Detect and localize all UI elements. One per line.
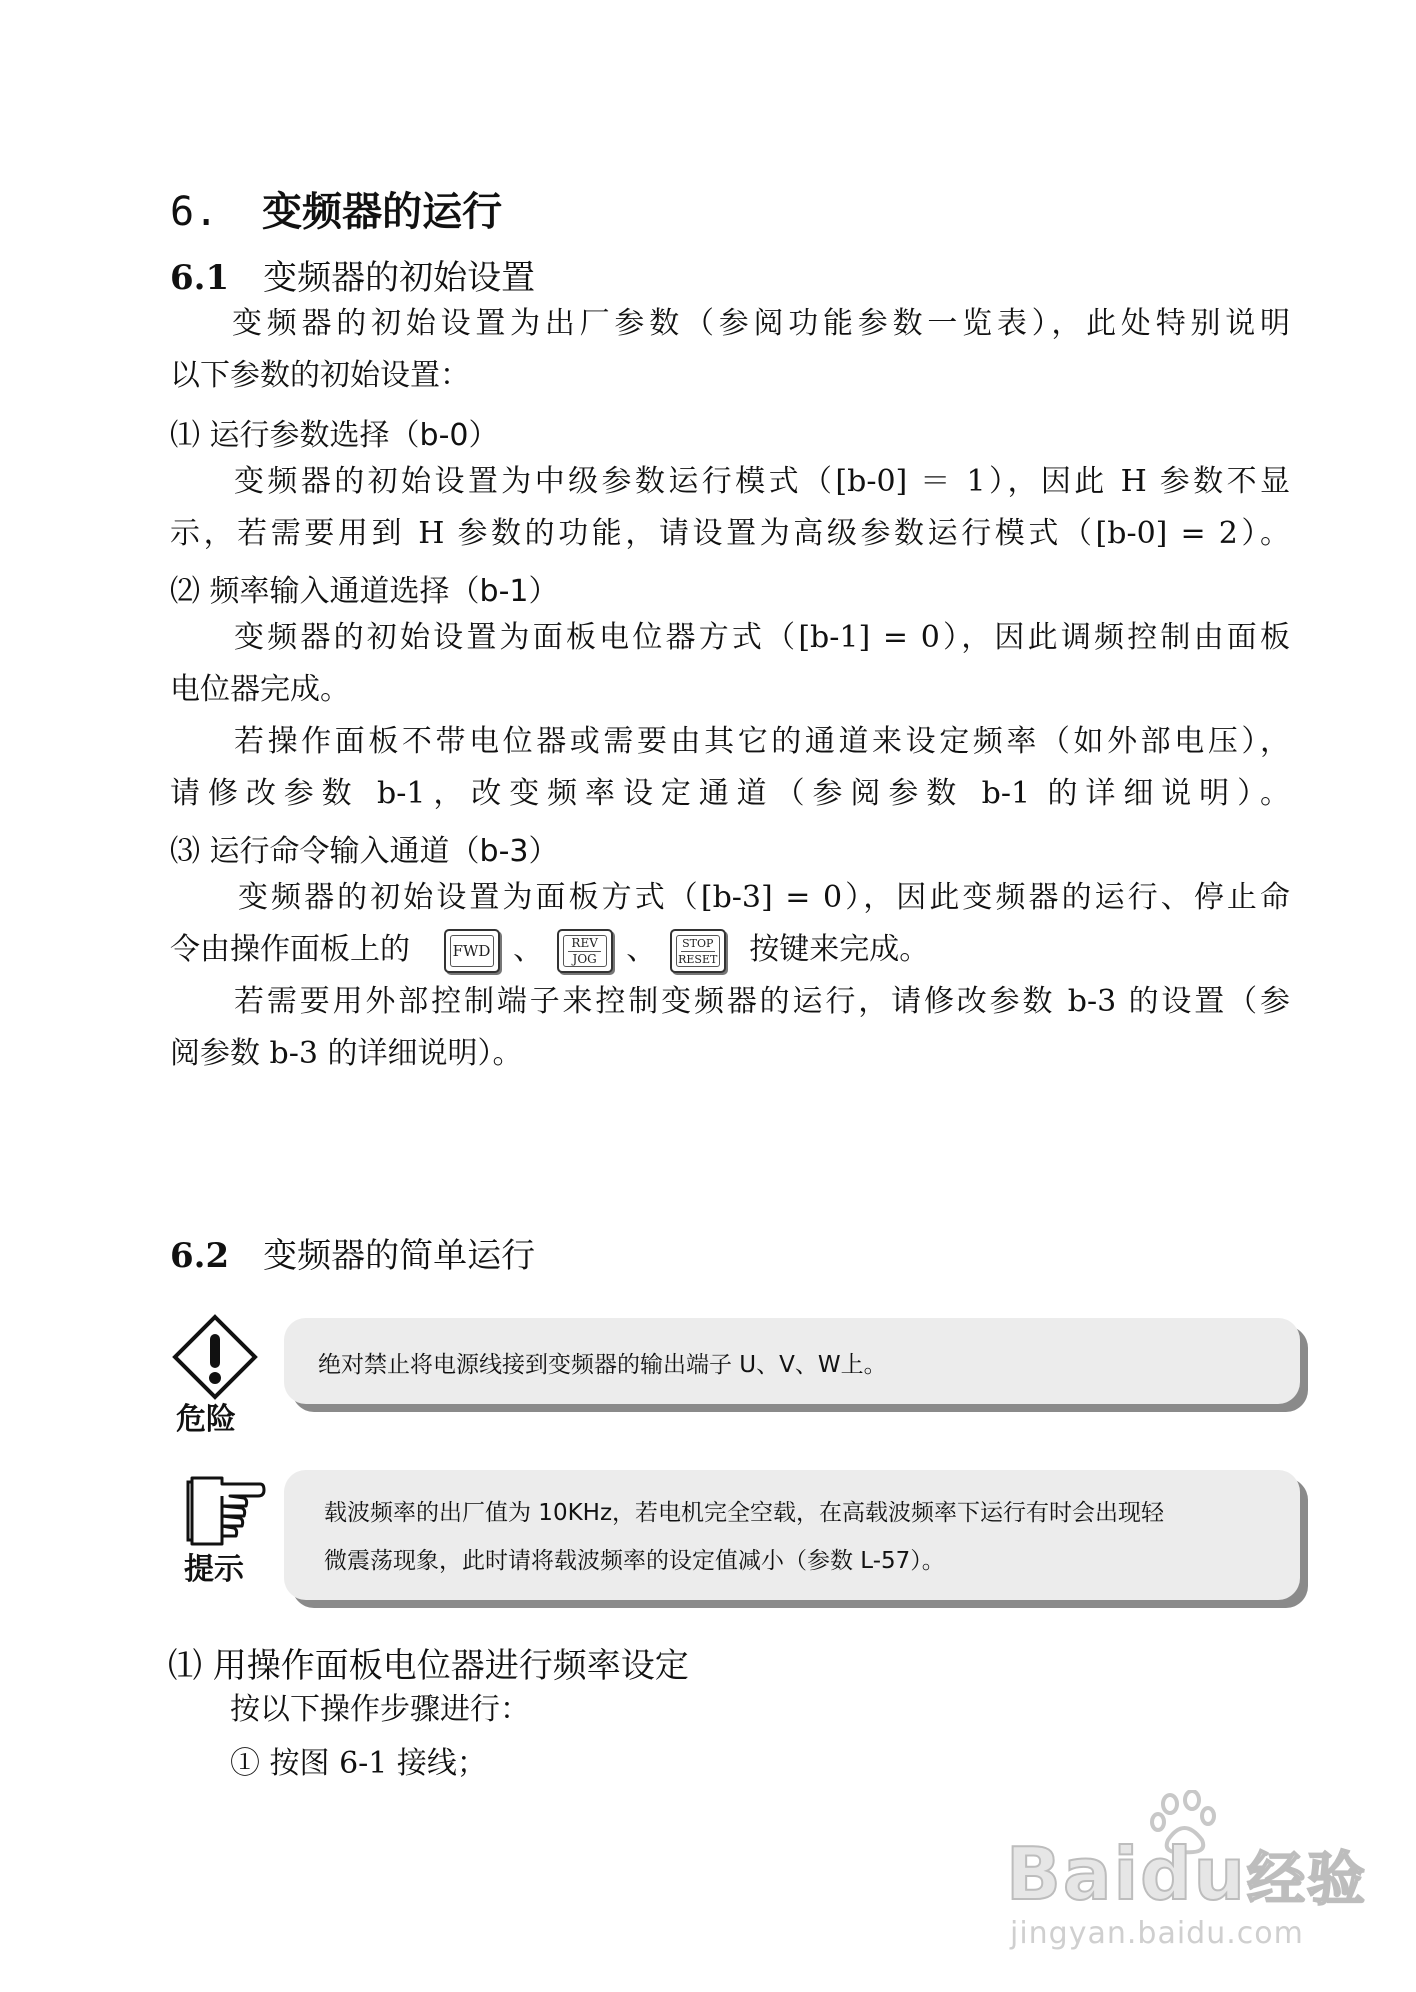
reset-key-label: RESET bbox=[678, 952, 718, 966]
item-2-p2-line-1: 若操作面板不带电位器或需要由其它的通道来设定频率（如外部电压）， bbox=[234, 724, 1290, 759]
chapter-number: 6. bbox=[170, 189, 219, 235]
hint-notice-box bbox=[284, 1470, 1300, 1600]
danger-label: 危险 bbox=[176, 1402, 236, 1437]
item-2-p1-line-1: 变频器的初始设置为面板电位器方式（[b-1] = 0），因此调频控制由面板 bbox=[234, 620, 1290, 655]
section-61-title: 变频器的初始设置 bbox=[263, 258, 536, 298]
fwd-key-icon bbox=[444, 929, 500, 973]
rev-jog-key-icon bbox=[557, 929, 613, 973]
item-3-p1-line-1: 变频器的初始设置为面板方式（[b-3] = 0），因此变频器的运行、停止命 bbox=[238, 880, 1290, 915]
item-2-p2-line-2: 请修改参数 b-1，改变频率设定通道（参阅参数 b-1 的详细说明）。 bbox=[170, 776, 1290, 811]
fwd-key-label: FWD bbox=[450, 935, 494, 967]
jog-key-label: JOG bbox=[572, 951, 597, 966]
step-1: ① 按图 6-1 接线； bbox=[230, 1746, 487, 1781]
watermark-brand-cn: 经验 bbox=[1246, 1845, 1367, 1913]
item-3-p1-line-2-end: 按键来完成。 bbox=[749, 932, 930, 967]
item-3-paragraph-2 bbox=[170, 976, 1290, 1080]
item-3-p1-line-2-start: 令由操作面板上的 bbox=[170, 932, 410, 967]
danger-diamond-icon bbox=[172, 1314, 258, 1400]
section-62-title: 变频器的简单运行 bbox=[263, 1236, 536, 1276]
hint-label: 提示 bbox=[184, 1552, 244, 1587]
chapter-title bbox=[170, 180, 502, 237]
item-3-p2-line-1: 若需要用外部控制端子来控制变频器的运行，请修改参数 b-3 的设置（参 bbox=[234, 984, 1290, 1019]
item-2-paragraph-2 bbox=[170, 716, 1290, 820]
section-61-number: 6.1 bbox=[170, 258, 230, 298]
danger-notice-text: 绝对禁止将电源线接到变频器的输出端子 U、V、W上。 bbox=[318, 1352, 887, 1378]
section-62-number: 6.2 bbox=[170, 1236, 230, 1276]
section-62-heading bbox=[170, 1228, 535, 1277]
stop-reset-key-icon bbox=[670, 929, 726, 973]
separator-1: 、 bbox=[513, 932, 544, 967]
item-2-p1-line-2: 电位器完成。 bbox=[170, 672, 350, 707]
intro-line-1: 变频器的初始设置为出厂参数（参阅功能参数一览表），此处特别说明 bbox=[232, 306, 1290, 341]
chapter-title-text: 变频器的运行 bbox=[262, 189, 503, 235]
danger-notice-box bbox=[284, 1318, 1300, 1404]
item-1-paragraph bbox=[170, 456, 1290, 560]
item-3-paragraph-1 bbox=[170, 872, 1290, 976]
item-1-line-1: 变频器的初始设置为中级参数运行模式（[b-0] ＝ 1），因此 H 参数不显 bbox=[234, 464, 1290, 499]
item-3-heading: ⑶ 运行命令输入通道（b-3） bbox=[170, 834, 559, 869]
separator-2: 、 bbox=[626, 932, 657, 967]
item-1-line-2: 示，若需要用到 H 参数的功能，请设置为高级参数运行模式（[b-0] = 2）。 bbox=[170, 516, 1290, 551]
hint-notice-line-1: 载波频率的出厂值为 10KHz，若电机完全空载，在高载波频率下运行有时会出现轻 bbox=[324, 1500, 1165, 1526]
watermark-brand-latin: Baidu bbox=[1006, 1832, 1247, 1916]
watermark-brand bbox=[1006, 1832, 1367, 1916]
item-3-p2-line-2: 阅参数 b-3 的详细说明）。 bbox=[170, 1036, 523, 1071]
stop-key-label: STOP bbox=[682, 936, 714, 950]
item-2-heading: ⑵ 频率输入通道选择（b-1） bbox=[170, 574, 559, 609]
item-1-heading: ⑴ 运行参数选择（b-0） bbox=[170, 418, 499, 453]
pointing-hand-icon bbox=[182, 1476, 266, 1546]
section-61-intro bbox=[170, 298, 1290, 402]
watermark-url: jingyan.baidu.com bbox=[1010, 1916, 1304, 1951]
section-61-heading bbox=[170, 250, 535, 299]
subsection-1-heading: ⑴ 用操作面板电位器进行频率设定 bbox=[168, 1646, 689, 1686]
subsection-1-line-1: 按以下操作步骤进行： bbox=[230, 1692, 530, 1727]
hint-notice-line-2: 微震荡现象，此时请将载波频率的设定值减小（参数 L-57）。 bbox=[324, 1548, 945, 1574]
item-3-p1-line-2 bbox=[170, 924, 1290, 976]
intro-line-2: 以下参数的初始设置： bbox=[170, 358, 470, 393]
rev-key-label: REV bbox=[571, 935, 598, 950]
item-2-paragraph-1 bbox=[170, 612, 1290, 716]
